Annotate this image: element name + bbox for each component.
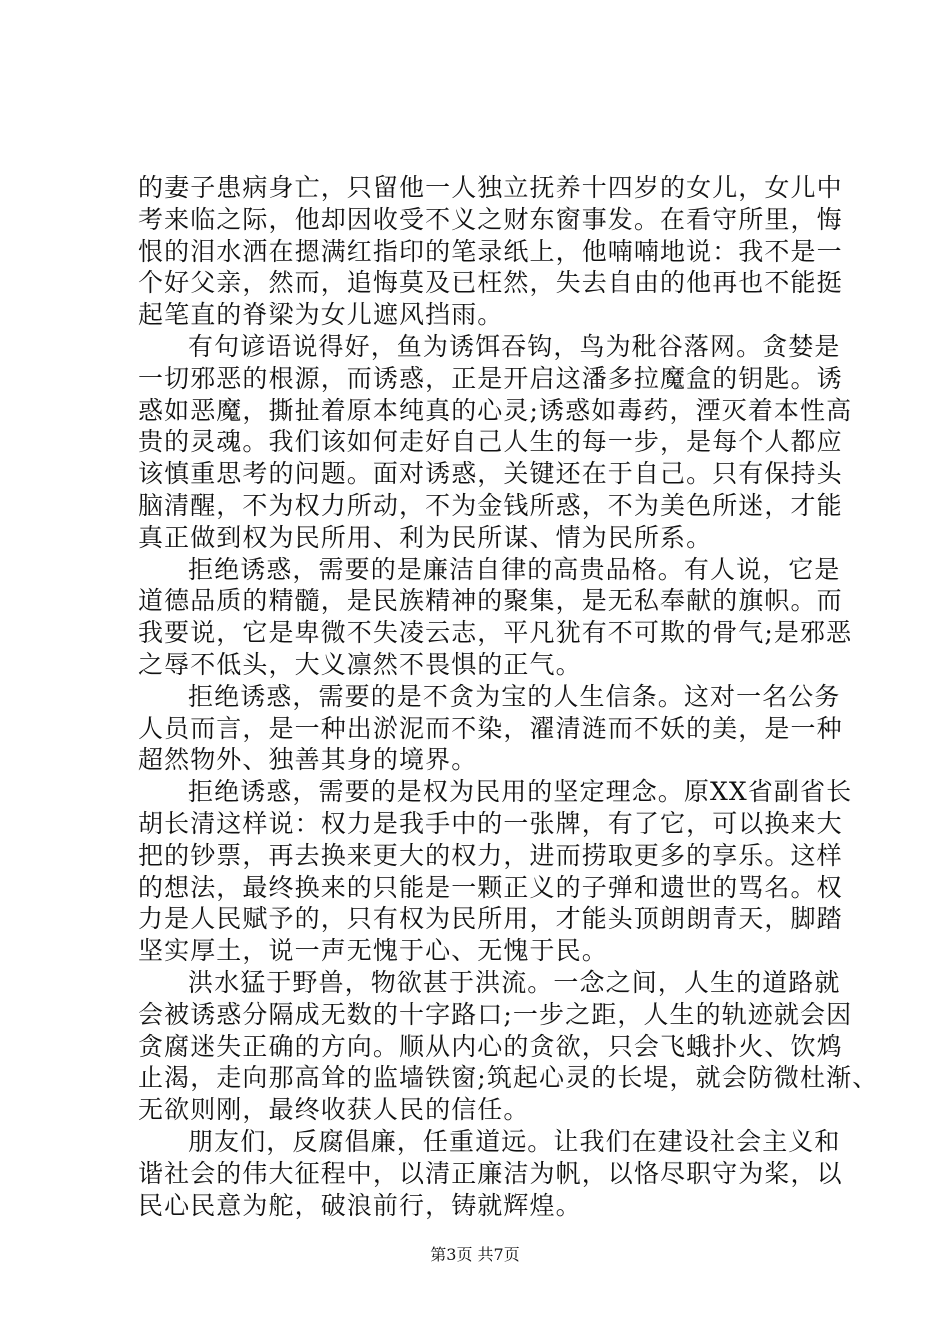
- text-line: 有句谚语说得好，鱼为诱饵吞钩，鸟为秕谷落网。贪婪是: [188, 331, 841, 361]
- text-line: 贵的灵魂。我们该如何走好自己人生的每一步，是每个人都应: [138, 427, 843, 457]
- text-line: 真正做到权为民所用、利为民所谋、情为民所系。: [138, 522, 713, 552]
- paragraph-6: [138, 967, 879, 1126]
- document-body: [138, 172, 879, 1221]
- paragraph-1: [138, 172, 843, 331]
- text-line: 无欲则刚，最终收获人民的信任。: [138, 1095, 530, 1125]
- text-line: 该慎重思考的问题。面对诱惑，关键还在于自己。只有保持头: [138, 459, 843, 489]
- text-line: 力是人民赋予的，只有权为民所用，才能头顶朗朗青天，脚踏: [138, 904, 843, 934]
- text-line: 一切邪恶的根源，而诱惑，正是开启这潘多拉魔盒的钥匙。诱: [138, 363, 843, 393]
- text-line: 谐社会的伟大征程中，以清正廉洁为帆，以恪尽职守为桨，以: [138, 1158, 843, 1188]
- text-line: 拒绝诱惑，需要的是不贪为宝的人生信条。这对一名公务: [188, 681, 841, 711]
- text-line: 拒绝诱惑，需要的是权为民用的坚定理念。原XX省副省长: [188, 777, 853, 807]
- text-line: 民心民意为舵，破浪前行，铸就辉煌。: [138, 1190, 582, 1220]
- text-line: 惑如恶魔，撕扯着原本纯真的心灵;诱惑如毒药，湮灭着本性高: [138, 395, 853, 425]
- text-line: 我要说，它是卑微不失凌云志，平凡犹有不可欺的骨气;是邪恶: [138, 618, 853, 648]
- text-line: 道德品质的精髓，是民族精神的聚集，是无私奉献的旗帜。而: [138, 586, 843, 616]
- text-line: 止渴，走向那高耸的监墙铁窗;筑起心灵的长堤，就会防微杜渐、: [138, 1063, 879, 1093]
- paragraph-5: [138, 776, 853, 967]
- paragraph-7: [138, 1126, 843, 1221]
- text-line: 的妻子患病身亡，只留他一人独立抚养十四岁的女儿，女儿中: [138, 173, 843, 202]
- text-line: 人员而言，是一种出淤泥而不染，濯清涟而不妖的美，是一种: [138, 713, 843, 743]
- text-line: 朋友们，反腐倡廉，任重道远。让我们在建设社会主义和: [188, 1126, 841, 1156]
- paragraph-4: [138, 681, 843, 776]
- text-line: 个好父亲，然而，追悔莫及已枉然，失去自由的他再也不能挺: [138, 268, 843, 298]
- text-line: 脑清醒，不为权力所动，不为金钱所惑，不为美色所迷，才能: [138, 490, 843, 520]
- text-line: 拒绝诱惑，需要的是廉洁自律的高贵品格。有人说，它是: [188, 554, 841, 584]
- text-line: 恨的泪水洒在摁满红指印的笔录纸上，他喃喃地说：我不是一: [138, 236, 843, 266]
- text-line: 考来临之际，他却因收受不义之财东窗事发。在看守所里，悔: [138, 204, 843, 234]
- text-line: 的想法，最终换来的只能是一颗正义的子弹和遗世的骂名。权: [138, 872, 843, 902]
- text-line: 把的钞票，再去换来更大的权力，进而捞取更多的享乐。这样: [138, 840, 843, 870]
- text-line: 之辱不低头，大义凛然不畏惧的正气。: [138, 649, 582, 679]
- page-footer: [0, 1245, 950, 1265]
- paragraph-2: [138, 331, 853, 554]
- paragraph-3: [138, 554, 853, 681]
- text-line: 坚实厚土，说一声无愧于心、无愧于民。: [138, 936, 608, 966]
- page-number: 第3页 共7页: [430, 1245, 520, 1264]
- text-line: 起笔直的脊梁为女儿遮风挡雨。: [138, 300, 504, 330]
- text-line: 会被诱惑分隔成无数的十字路口;一步之距，人生的轨迹就会因: [138, 999, 853, 1029]
- text-line: 超然物外、独善其身的境界。: [138, 745, 478, 775]
- text-line: 胡长清这样说：权力是我手中的一张牌，有了它，可以换来大: [138, 808, 843, 838]
- text-line: 洪水猛于野兽，物欲甚于洪流。一念之间，人生的道路就: [188, 967, 841, 997]
- text-line: 贪腐迷失正确的方向。顺从内心的贪欲，只会飞蛾扑火、饮鸩: [138, 1031, 843, 1061]
